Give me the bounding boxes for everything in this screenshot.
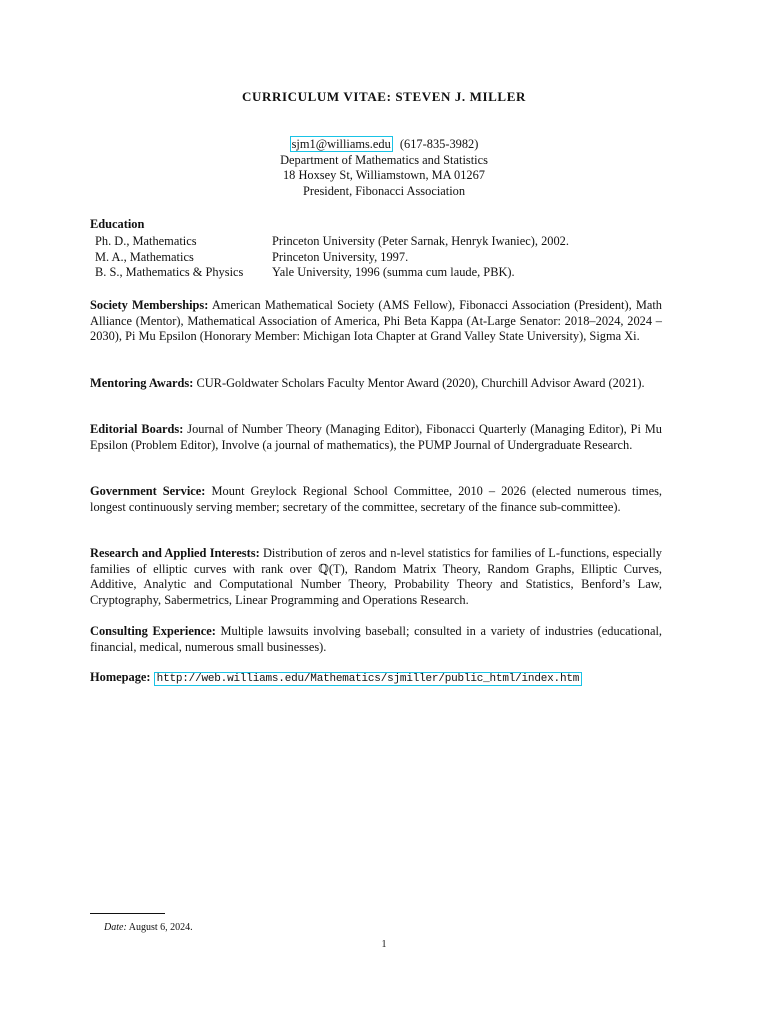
phone-number: (617-835-3982) <box>399 137 479 151</box>
education-detail: Princeton University, 1997. <box>272 249 409 264</box>
role: President, Fibonacci Association <box>302 183 466 198</box>
contact-block <box>0 137 768 199</box>
section-heading: Mentoring Awards: <box>90 376 194 390</box>
government-service <box>90 484 662 515</box>
page-title: CURRICULUM VITAE: STEVEN J. MILLER <box>242 89 526 104</box>
homepage-link[interactable]: http://web.williams.edu/Mathematics/sjmiller/public_html/index.htm <box>154 672 582 686</box>
section-text: American Mathematical Society (AMS Fellow), Fibonacci Association (President), Math Alliance (Mentor), Mathematical Association of America, Phi Beta Kappa (At-Large Senator: 2018–2024, 2024 – 2030), Pi Mu Epsilon (Honorary Member: Michigan Iota Chapter at Grand Valley State University), Sigma Xi. <box>90 298 662 344</box>
research-interests <box>90 546 662 608</box>
section-text: Multiple lawsuits involving baseball; consulted in a variety of industries (educational, financial, medical, numerous small businesses). <box>90 624 662 654</box>
editorial-boards <box>90 422 662 453</box>
footnote <box>104 920 193 936</box>
footnote-label: Date: <box>104 922 127 933</box>
homepage <box>90 670 662 688</box>
section-text: Journal of Number Theory (Managing Editor), Fibonacci Quarterly (Managing Editor), Pi Mu Epsilon (Problem Editor), Involve (a journal of mathematics), the PUMP Journal of Undergraduate Research. <box>90 422 662 452</box>
education-row <box>95 250 569 266</box>
education-heading: Education <box>90 217 145 231</box>
society-memberships <box>90 298 662 345</box>
section-text: Distribution of zeros and n-level statistics for families of L-functions, especially families of elliptic curves with rank over ℚ(T), Random Matrix Theory, Random Graphs, Elliptic Curves, Additive, Analytic and Computational Number Theory, Probability Theory and Statistics, Benford’s Law, Cryptography, Sabermetrics, Linear Programming and Operations Research. <box>90 546 662 607</box>
footnote-divider <box>90 913 165 914</box>
section-heading: Consulting Experience: <box>90 624 216 638</box>
education-degree: M. A., Mathematics <box>95 249 194 264</box>
education-detail: Princeton University (Peter Sarnak, Henryk Iwaniec), 2002. <box>272 234 569 248</box>
consulting-experience <box>90 624 662 655</box>
section-heading: Research and Applied Interests: <box>90 546 260 560</box>
section-heading: Society Memberships: <box>90 298 209 312</box>
address: 18 Hoxsey St, Williamstown, MA 01267 <box>282 168 485 183</box>
mentoring-awards <box>90 376 662 392</box>
section-text: Mount Greylock Regional School Committee, 2010 – 2026 (elected numerous times, longest continuously serving member; secretary of the committee, secretary of the finance sub-committee). <box>90 484 662 514</box>
page-number: 1 <box>381 939 387 950</box>
education-degree: Ph. D., Mathematics <box>95 234 197 248</box>
education-table <box>95 234 569 281</box>
education-detail: Yale University, 1996 (summa cum laude, PBK). <box>272 265 515 280</box>
footnote-date: August 6, 2024. <box>128 922 193 933</box>
section-heading: Government Service: <box>90 484 206 498</box>
section-heading: Editorial Boards: <box>90 422 184 436</box>
section-text: CUR-Goldwater Scholars Faculty Mentor Award (2020), Churchill Advisor Award (2021). <box>196 376 645 390</box>
education-degree: B. S., Mathematics & Physics <box>95 265 244 280</box>
homepage-heading: Homepage: <box>90 670 151 684</box>
education-row <box>95 234 569 250</box>
department: Department of Mathematics and Statistics <box>280 152 488 167</box>
education-row <box>95 265 569 281</box>
email-link[interactable]: sjm1@williams.edu <box>291 137 391 151</box>
